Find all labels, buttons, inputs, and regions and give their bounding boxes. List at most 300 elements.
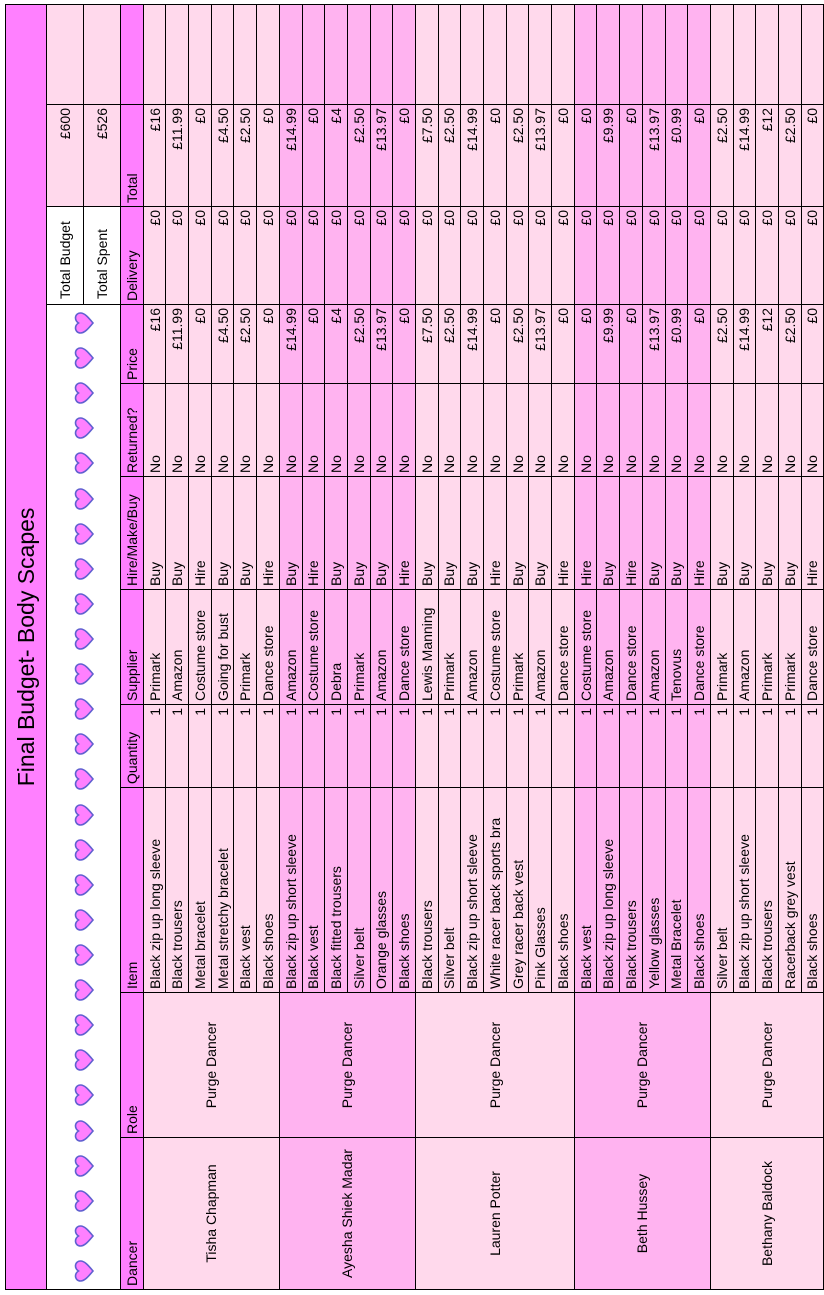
delivery-cell: £0	[642, 207, 665, 305]
dancer-role: Purge Dancer	[143, 993, 279, 1138]
total-cell: £0	[257, 105, 280, 207]
supplier-cell: Primark	[347, 590, 370, 705]
supplier-cell: Dance store	[552, 590, 575, 705]
col-header-price: Price	[121, 305, 144, 384]
price-cell: £0	[302, 305, 325, 384]
supplier-cell: Going for bust	[211, 590, 234, 705]
hire-make-buy-cell: Hire	[393, 477, 416, 590]
item-cell: Black trousers	[166, 788, 189, 993]
blank-cell	[279, 4, 302, 104]
hire-make-buy-cell: Buy	[370, 477, 393, 590]
heart-icon	[72, 416, 96, 440]
price-cell: £14.99	[279, 305, 302, 384]
returned-cell: No	[665, 384, 688, 477]
delivery-cell: £0	[529, 207, 552, 305]
item-cell: Metal bracelet	[189, 788, 212, 993]
returned-cell: No	[211, 384, 234, 477]
total-cell: £4.50	[211, 105, 234, 207]
price-cell: £13.97	[529, 305, 552, 384]
returned-cell: No	[393, 384, 416, 477]
supplier-cell: Primark	[778, 590, 801, 705]
dancer-name: Bethany Baldock	[710, 1138, 823, 1290]
item-cell: Black trousers	[620, 788, 643, 993]
quantity-cell: 1	[529, 705, 552, 788]
total-cell: £0	[688, 105, 711, 207]
returned-cell: No	[370, 384, 393, 477]
total-spent-blank	[84, 4, 121, 104]
heart-icon	[72, 1013, 96, 1037]
price-cell: £0	[620, 305, 643, 384]
budget-table	[5, 4, 824, 1290]
blank-cell	[574, 4, 597, 104]
returned-cell: No	[756, 384, 779, 477]
returned-cell: No	[415, 384, 438, 477]
total-cell: £13.97	[370, 105, 393, 207]
returned-cell: No	[506, 384, 529, 477]
returned-cell: No	[574, 384, 597, 477]
supplier-cell: Amazon	[642, 590, 665, 705]
total-cell: £0	[189, 105, 212, 207]
price-cell: £4	[325, 305, 348, 384]
price-cell: £0	[552, 305, 575, 384]
delivery-cell: £0	[347, 207, 370, 305]
total-budget-blank	[47, 4, 84, 104]
header-row	[121, 4, 144, 1289]
item-cell: Silver belt	[710, 788, 733, 993]
item-cell: Black shoes	[801, 788, 824, 993]
returned-cell: No	[325, 384, 348, 477]
supplier-cell: Costume store	[189, 590, 212, 705]
blank-cell	[302, 4, 325, 104]
delivery-cell: £0	[279, 207, 302, 305]
hire-make-buy-cell: Hire	[688, 477, 711, 590]
returned-cell: No	[143, 384, 166, 477]
hire-make-buy-cell: Hire	[257, 477, 280, 590]
total-spent-value: £526	[84, 105, 121, 207]
quantity-cell: 1	[347, 705, 370, 788]
blank-cell	[325, 4, 348, 104]
heart-icon	[72, 1189, 96, 1213]
heart-icon	[72, 592, 96, 616]
dancer-name: Lauren Potter	[415, 1138, 574, 1290]
blank-cell	[552, 4, 575, 104]
total-cell: £0	[801, 105, 824, 207]
col-header-supplier: Supplier	[121, 590, 144, 705]
blank-cell	[597, 4, 620, 104]
heart-icon	[72, 1083, 96, 1107]
col-header-blank	[121, 4, 144, 104]
hire-make-buy-cell: Hire	[302, 477, 325, 590]
blank-cell	[529, 4, 552, 104]
item-cell: Grey racer back vest	[506, 788, 529, 993]
hire-make-buy-cell: Hire	[189, 477, 212, 590]
blank-cell	[234, 4, 257, 104]
price-cell: £0	[801, 305, 824, 384]
supplier-cell: Dance store	[688, 590, 711, 705]
heart-icon	[72, 346, 96, 370]
supplier-cell: Amazon	[733, 590, 756, 705]
hire-make-buy-cell: Buy	[325, 477, 348, 590]
delivery-cell: £0	[257, 207, 280, 305]
blank-cell	[506, 4, 529, 104]
supplier-cell: Primark	[756, 590, 779, 705]
dancer-role: Purge Dancer	[710, 993, 823, 1138]
item-cell: Black vest	[574, 788, 597, 993]
blank-cell	[189, 4, 212, 104]
blank-cell	[688, 4, 711, 104]
blank-cell	[347, 4, 370, 104]
blank-cell	[415, 4, 438, 104]
quantity-cell: 1	[778, 705, 801, 788]
quantity-cell: 1	[257, 705, 280, 788]
quantity-cell: 1	[552, 705, 575, 788]
blank-cell	[756, 4, 779, 104]
supplier-cell: Costume store	[302, 590, 325, 705]
returned-cell: No	[438, 384, 461, 477]
supplier-cell: Amazon	[166, 590, 189, 705]
hire-make-buy-cell: Buy	[665, 477, 688, 590]
total-cell: £0.99	[665, 105, 688, 207]
returned-cell: No	[279, 384, 302, 477]
item-cell: Black zip up long sleeve	[143, 788, 166, 993]
item-cell: Black trousers	[415, 788, 438, 993]
total-cell: £7.50	[415, 105, 438, 207]
heart-icon	[72, 557, 96, 581]
delivery-cell: £0	[234, 207, 257, 305]
blank-cell	[461, 4, 484, 104]
hire-make-buy-cell: Hire	[620, 477, 643, 590]
total-cell: £2.50	[438, 105, 461, 207]
quantity-cell: 1	[710, 705, 733, 788]
heart-icon	[72, 767, 96, 791]
supplier-cell: Tenovus	[665, 590, 688, 705]
blank-cell	[642, 4, 665, 104]
item-cell: Black vest	[302, 788, 325, 993]
table-row	[574, 4, 597, 1289]
hire-make-buy-cell: Buy	[234, 477, 257, 590]
price-cell: £11.99	[166, 305, 189, 384]
hearts-row	[72, 311, 96, 1283]
delivery-cell: £0	[189, 207, 212, 305]
heart-icon	[72, 1224, 96, 1248]
blank-cell	[166, 4, 189, 104]
quantity-cell: 1	[461, 705, 484, 788]
total-cell: £2.50	[506, 105, 529, 207]
price-cell: £0	[484, 305, 507, 384]
hire-make-buy-cell: Buy	[143, 477, 166, 590]
heart-icon	[72, 451, 96, 475]
delivery-cell: £0	[484, 207, 507, 305]
item-cell: Racerback grey vest	[778, 788, 801, 993]
blank-cell	[393, 4, 416, 104]
heart-icon	[72, 381, 96, 405]
price-cell: £0	[574, 305, 597, 384]
quantity-cell: 1	[302, 705, 325, 788]
returned-cell: No	[347, 384, 370, 477]
price-cell: £0	[257, 305, 280, 384]
heart-icon	[72, 487, 96, 511]
quantity-cell: 1	[393, 705, 416, 788]
heart-icon	[72, 908, 96, 932]
item-cell: Orange glasses	[370, 788, 393, 993]
quantity-cell: 1	[211, 705, 234, 788]
item-cell: Black shoes	[257, 788, 280, 993]
supplier-cell: Amazon	[279, 590, 302, 705]
item-cell: Metal Bracelet	[665, 788, 688, 993]
page-title: Final Budget- Body Scapes	[6, 4, 47, 1289]
item-cell: Silver belt	[438, 788, 461, 993]
returned-cell: No	[688, 384, 711, 477]
heart-icon	[72, 732, 96, 756]
hire-make-buy-cell: Buy	[597, 477, 620, 590]
col-header-item: Item	[121, 788, 144, 993]
delivery-cell: £0	[506, 207, 529, 305]
hire-make-buy-cell: Hire	[552, 477, 575, 590]
price-cell: £7.50	[415, 305, 438, 384]
item-cell: Metal stretchy bracelet	[211, 788, 234, 993]
price-cell: £2.50	[710, 305, 733, 384]
delivery-cell: £0	[552, 207, 575, 305]
hire-make-buy-cell: Buy	[211, 477, 234, 590]
delivery-cell: £0	[166, 207, 189, 305]
price-cell: £14.99	[461, 305, 484, 384]
delivery-cell: £0	[415, 207, 438, 305]
hire-make-buy-cell: Buy	[710, 477, 733, 590]
quantity-cell: 1	[756, 705, 779, 788]
blank-cell	[143, 4, 166, 104]
quantity-cell: 1	[279, 705, 302, 788]
supplier-cell: Primark	[438, 590, 461, 705]
item-cell: Silver belt	[347, 788, 370, 993]
returned-cell: No	[529, 384, 552, 477]
total-cell: £0	[552, 105, 575, 207]
delivery-cell: £0	[710, 207, 733, 305]
quantity-cell: 1	[143, 705, 166, 788]
delivery-cell: £0	[370, 207, 393, 305]
supplier-cell: Dance store	[801, 590, 824, 705]
item-cell: Pink Glasses	[529, 788, 552, 993]
returned-cell: No	[234, 384, 257, 477]
quantity-cell: 1	[166, 705, 189, 788]
quantity-cell: 1	[189, 705, 212, 788]
supplier-cell: Primark	[710, 590, 733, 705]
delivery-cell: £0	[143, 207, 166, 305]
col-header-role: Role	[121, 993, 144, 1138]
total-budget-value: £600	[47, 105, 84, 207]
price-cell: £2.50	[347, 305, 370, 384]
supplier-cell: Costume store	[574, 590, 597, 705]
returned-cell: No	[778, 384, 801, 477]
total-cell: £0	[484, 105, 507, 207]
item-cell: Black shoes	[393, 788, 416, 993]
total-cell: £13.97	[529, 105, 552, 207]
heart-icon	[72, 1048, 96, 1072]
total-cell: £2.50	[778, 105, 801, 207]
price-cell: £16	[143, 305, 166, 384]
total-cell: £0	[302, 105, 325, 207]
heart-icon	[72, 1119, 96, 1143]
price-cell: £0	[688, 305, 711, 384]
total-cell: £2.50	[347, 105, 370, 207]
delivery-cell: £0	[778, 207, 801, 305]
hire-make-buy-cell: Buy	[415, 477, 438, 590]
price-cell: £2.50	[778, 305, 801, 384]
hire-make-buy-cell: Buy	[642, 477, 665, 590]
heart-icon	[72, 1154, 96, 1178]
col-header-hire-make-buy: Hire/Make/Buy	[121, 477, 144, 590]
total-cell: £14.99	[461, 105, 484, 207]
hire-make-buy-cell: Buy	[778, 477, 801, 590]
price-cell: £2.50	[438, 305, 461, 384]
quantity-cell: 1	[620, 705, 643, 788]
returned-cell: No	[552, 384, 575, 477]
delivery-cell: £0	[665, 207, 688, 305]
blank-cell	[778, 4, 801, 104]
supplier-cell: Dance store	[620, 590, 643, 705]
heart-icon	[72, 978, 96, 1002]
supplier-cell: Dance store	[393, 590, 416, 705]
returned-cell: No	[189, 384, 212, 477]
returned-cell: No	[801, 384, 824, 477]
heart-icon	[72, 1259, 96, 1283]
hire-make-buy-cell: Buy	[279, 477, 302, 590]
table-row	[415, 4, 438, 1289]
price-cell: £2.50	[234, 305, 257, 384]
item-cell: Black zip up short sleeve	[461, 788, 484, 993]
item-cell: Black zip up short sleeve	[279, 788, 302, 993]
quantity-cell: 1	[665, 705, 688, 788]
quantity-cell: 1	[801, 705, 824, 788]
dancer-role: Purge Dancer	[415, 993, 574, 1138]
quantity-cell: 1	[597, 705, 620, 788]
total-cell: £2.50	[710, 105, 733, 207]
price-cell: £13.97	[370, 305, 393, 384]
heart-icon	[72, 522, 96, 546]
total-cell: £11.99	[166, 105, 189, 207]
returned-cell: No	[461, 384, 484, 477]
delivery-cell: £0	[574, 207, 597, 305]
total-cell: £4	[325, 105, 348, 207]
dancer-role: Purge Dancer	[279, 993, 415, 1138]
blank-cell	[438, 4, 461, 104]
quantity-cell: 1	[370, 705, 393, 788]
quantity-cell: 1	[506, 705, 529, 788]
total-cell: £2.50	[234, 105, 257, 207]
total-cell: £0	[574, 105, 597, 207]
item-cell: Black vest	[234, 788, 257, 993]
heart-icon	[72, 662, 96, 686]
item-cell: Black fitted trousers	[325, 788, 348, 993]
dancer-role: Purge Dancer	[574, 993, 710, 1138]
dancer-name: Tisha Chapman	[143, 1138, 279, 1290]
supplier-cell: Primark	[143, 590, 166, 705]
item-cell: Yellow glasses	[642, 788, 665, 993]
quantity-cell: 1	[688, 705, 711, 788]
total-cell: £14.99	[733, 105, 756, 207]
heart-icon	[72, 873, 96, 897]
supplier-cell: Debra	[325, 590, 348, 705]
hearts-border	[47, 305, 121, 1290]
supplier-cell: Amazon	[370, 590, 393, 705]
returned-cell: No	[166, 384, 189, 477]
returned-cell: No	[642, 384, 665, 477]
quantity-cell: 1	[484, 705, 507, 788]
hire-make-buy-cell: Buy	[756, 477, 779, 590]
price-cell: £0.99	[665, 305, 688, 384]
total-cell: £0	[620, 105, 643, 207]
price-cell: £0	[189, 305, 212, 384]
hire-make-buy-cell: Hire	[574, 477, 597, 590]
delivery-cell: £0	[801, 207, 824, 305]
blank-cell	[733, 4, 756, 104]
hire-make-buy-cell: Buy	[529, 477, 552, 590]
total-cell: £12	[756, 105, 779, 207]
quantity-cell: 1	[325, 705, 348, 788]
hire-make-buy-cell: Buy	[347, 477, 370, 590]
item-cell: Black shoes	[688, 788, 711, 993]
delivery-cell: £0	[620, 207, 643, 305]
returned-cell: No	[620, 384, 643, 477]
heart-icon	[72, 697, 96, 721]
col-header-returned: Returned?	[121, 384, 144, 477]
returned-cell: No	[710, 384, 733, 477]
item-cell: Black zip up long sleeve	[597, 788, 620, 993]
heart-icon	[72, 627, 96, 651]
delivery-cell: £0	[733, 207, 756, 305]
quantity-cell: 1	[574, 705, 597, 788]
delivery-cell: £0	[393, 207, 416, 305]
returned-cell: No	[597, 384, 620, 477]
col-header-total: Total	[121, 105, 144, 207]
total-budget-label: Total Budget	[47, 207, 84, 305]
returned-cell: No	[733, 384, 756, 477]
blank-cell	[484, 4, 507, 104]
hire-make-buy-cell: Buy	[461, 477, 484, 590]
quantity-cell: 1	[415, 705, 438, 788]
quantity-cell: 1	[642, 705, 665, 788]
item-cell: Black trousers	[756, 788, 779, 993]
price-cell: £4.50	[211, 305, 234, 384]
total-cell: £13.97	[642, 105, 665, 207]
hire-make-buy-cell: Buy	[438, 477, 461, 590]
total-cell: £0	[393, 105, 416, 207]
table-row	[143, 4, 166, 1289]
total-cell: £16	[143, 105, 166, 207]
price-cell: £12	[756, 305, 779, 384]
supplier-cell: Primark	[234, 590, 257, 705]
hire-make-buy-cell: Buy	[166, 477, 189, 590]
table-row	[710, 4, 733, 1289]
delivery-cell: £0	[211, 207, 234, 305]
delivery-cell: £0	[438, 207, 461, 305]
quantity-cell: 1	[438, 705, 461, 788]
returned-cell: No	[257, 384, 280, 477]
hire-make-buy-cell: Buy	[506, 477, 529, 590]
supplier-cell: Amazon	[461, 590, 484, 705]
item-cell: Black shoes	[552, 788, 575, 993]
returned-cell: No	[302, 384, 325, 477]
heart-icon	[72, 311, 96, 335]
delivery-cell: £0	[302, 207, 325, 305]
price-cell: £13.97	[642, 305, 665, 384]
blank-cell	[801, 4, 824, 104]
supplier-cell: Amazon	[597, 590, 620, 705]
supplier-cell: Amazon	[529, 590, 552, 705]
supplier-cell: Primark	[506, 590, 529, 705]
supplier-cell: Dance store	[257, 590, 280, 705]
heart-icon	[72, 803, 96, 827]
col-header-quantity: Quantity	[121, 705, 144, 788]
